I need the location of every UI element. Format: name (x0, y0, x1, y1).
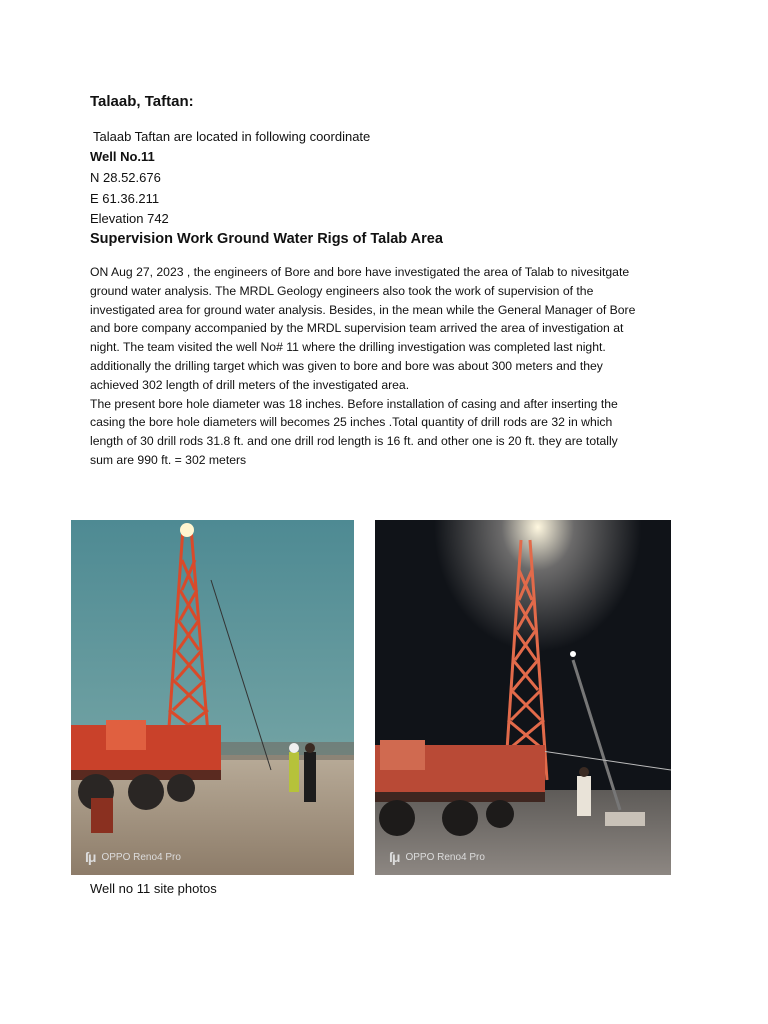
paragraph-line: night. The team visited the well No# 11 where the drilling investigation was completed last night. (90, 340, 606, 355)
photo-caption: Well no 11 site photos (90, 881, 217, 896)
intro-line: Talaab Taftan are located in following coordinate (93, 129, 371, 144)
site-photo-dusk (71, 520, 354, 875)
elevation: Elevation 742 (90, 211, 169, 226)
location-title: Talaab, Taftan: (90, 93, 194, 110)
paragraph-line: casing the bore hole diameters will becomes 25 inches .Total quantity of drill rods are 32 in which (90, 415, 613, 430)
paragraph-line: The present bore hole diameter was 18 inches. Before installation of casing and after inserting the (90, 396, 618, 411)
oppo-logo-icon: ſμ (389, 849, 400, 865)
paragraph-line: investigated area for ground water analysis. Besides, in the mean while the General Manager of Bore (90, 302, 636, 317)
paragraph-line: achieved 302 length of drill meters of the investigated area. (90, 377, 410, 392)
report-paragraph (90, 263, 670, 470)
well-label: Well No.11 (90, 149, 155, 164)
paragraph-line: ground water analysis. The MRDL Geology engineers also took the work of supervision of the (90, 283, 594, 298)
paragraph-line: and bore company accompanied by the MRDL supervision team arrived the area of investigation at (90, 321, 624, 336)
oppo-logo-icon: ſμ (85, 849, 96, 865)
north-coordinate: N 28.52.676 (90, 170, 161, 185)
paragraph-line: additionally the drilling target which was given to bore and bore was about 300 meters and they (90, 358, 603, 373)
east-coordinate: E 61.36.211 (90, 191, 160, 206)
paragraph-line: sum are 990 ft. = 302 meters (90, 452, 247, 467)
paragraph-line: ON Aug 27, 2023 , the engineers of Bore and bore have investigated the area of Talab to nivesitgate (90, 265, 630, 279)
section-title: Supervision Work Ground Water Rigs of Talab Area (90, 231, 443, 247)
paragraph-line: length of 30 drill rods 31.8 ft. and one drill rod length is 16 ft. and other one is 20 ft. they are totally (90, 434, 618, 449)
photo-watermark: ſμ OPPO Reno4 Pro (85, 849, 181, 865)
photo-watermark: ſμ OPPO Reno4 Pro (389, 849, 485, 865)
site-photo-night (375, 520, 671, 875)
